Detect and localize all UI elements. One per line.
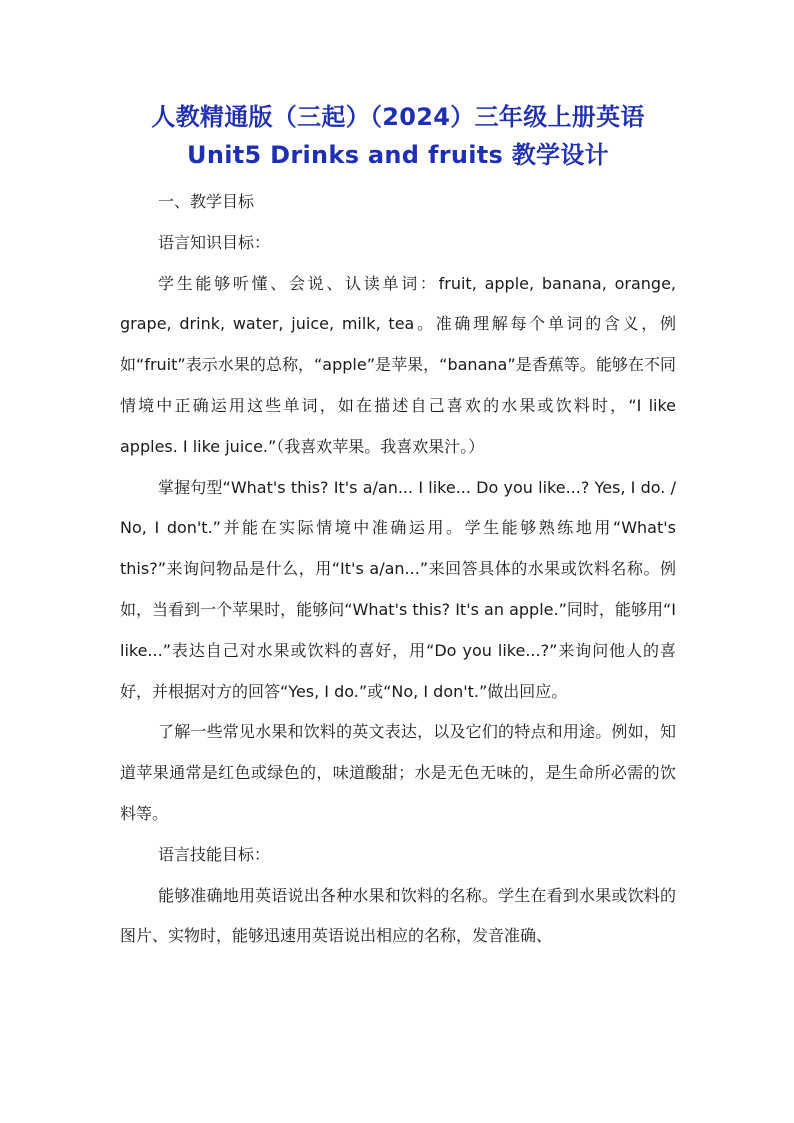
paragraph-sentence-patterns: 掌握句型“What's this? It's a/an... I like... Do you like...? Yes, I do. / No, I don't.”并能在实际情境中准确运用。学生能够熟练地用“What's this?”来询问物品是什么，用“It's a/an...”来回答具体的水果或饮料名称。例如，当看到一个苹果时，能够问“What's this? It's an apple.”同时，能够用“I like...”表达自己对水果或饮料的喜好，用“Do you like...?”来询问他人的喜好，并根据对方的回答“Yes, I do.”或“No, I don't.”做出回应。: [120, 477, 676, 701]
paragraph-culture: 了解一些常见水果和饮料的英文表达，以及它们的特点和用途。例如，知道苹果通常是红色或绿色的，味道酸甜；水是无色无味的，是生命所必需的饮料等。: [120, 722, 676, 823]
subheading-language-skills: 语言技能目标：: [158, 844, 271, 864]
document-title: [120, 98, 676, 174]
paragraph-vocabulary: 学生能够听懂、会说、认读单词：fruit, apple, banana, orange, grape, drink, water, juice, milk, tea。准确理解每个单词的含义，例如“fruit”表示水果的总称，“apple”是苹果，“banana”是香蕉等。能够在不同情境中正确运用这些单词，如在描述自己喜欢的水果或饮料时，“I like apples. I like juice.”（我喜欢苹果。我喜欢果汁。）: [120, 273, 676, 456]
title-line-2: Unit5 Drinks and fruits 教学设计: [187, 141, 609, 169]
paragraph-skills: 能够准确地用英语说出各种水果和饮料的名称。学生在看到水果或饮料的图片、实物时，能够迅速用英语说出相应的名称，发音准确、: [120, 885, 676, 946]
section-heading-objectives: 一、教学目标: [158, 192, 255, 211]
subheading-language-knowledge: 语言知识目标：: [158, 232, 271, 252]
title-line-1: 人教精通版（三起）（2024）三年级上册英语: [151, 103, 645, 131]
